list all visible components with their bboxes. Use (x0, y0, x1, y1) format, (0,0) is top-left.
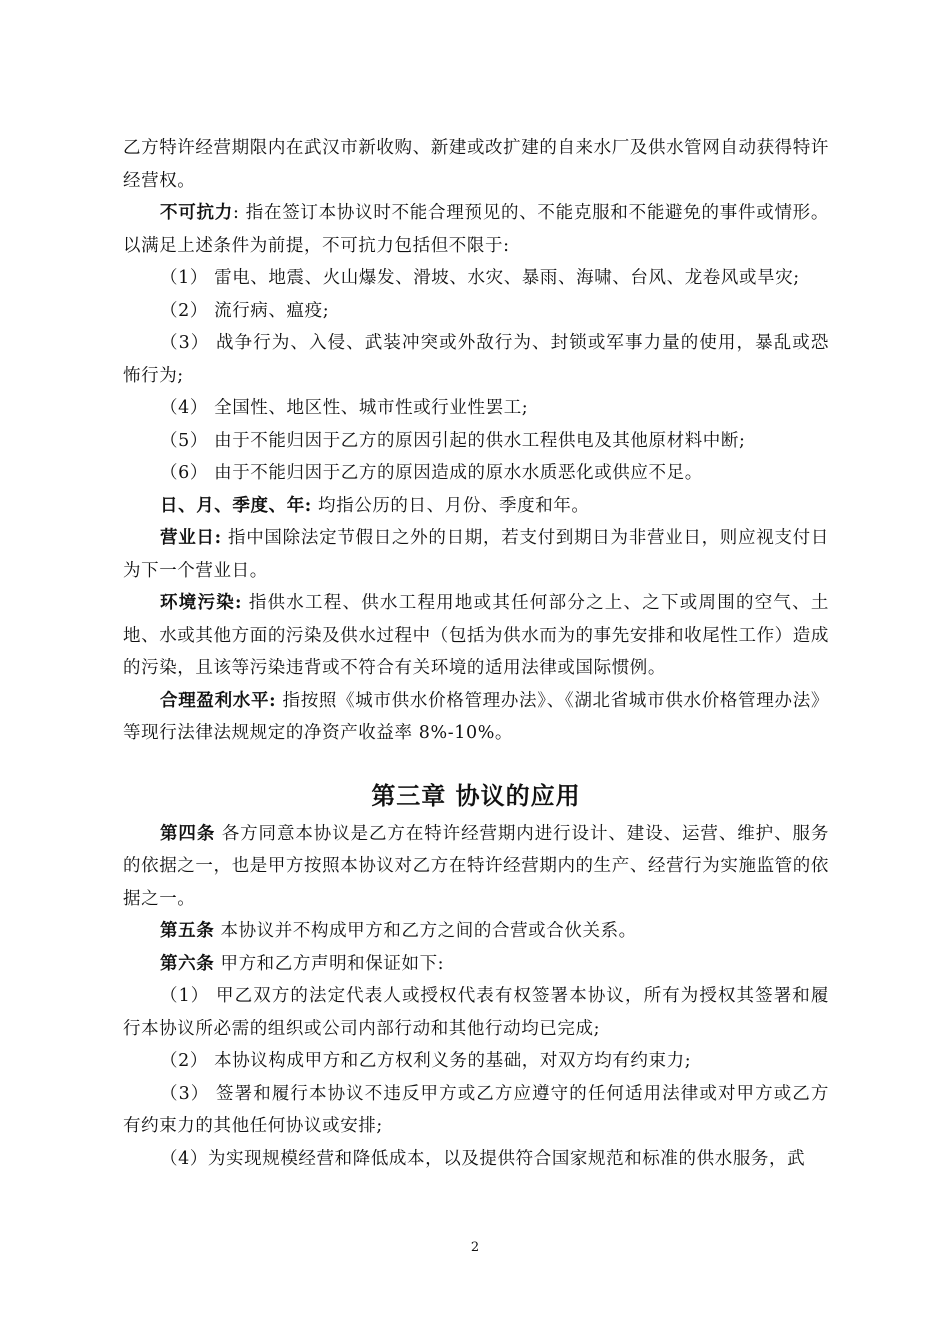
spacer (123, 750, 829, 774)
list-item: （3） 战争行为、入侵、武装冲突或外敌行为、封锁或军事力量的使用，暴乱或恐怖行为; (123, 333, 829, 386)
article-text: 本协议并不构成甲方和乙方之间的合营或合伙关系。 (214, 921, 637, 941)
definition-force-majeure (123, 197, 829, 262)
list-item: （6） 由于不能归因于乙方的原因造成的原水水质恶化或供应不足。 (160, 463, 703, 483)
definition-text: : 指在签订本协议时不能合理预见的、不能克服和不能避免的事件或情形。以满足上述条件为前提，不可抗力包括但不限于: (123, 203, 830, 256)
definition-profit (123, 685, 829, 750)
list-item: （1） 甲乙双方的法定代表人或授权代表有权签署本协议，所有为授权其签署和履行本协议所必需的组织或公司内部行动和其他行动均已完成; (123, 986, 829, 1039)
definition-text: 指供水工程、供水工程用地或其任何部分之上、之下或周围的空气、土地、水或其他方面的污染及供水过程中（包括为供水而为的事先安排和收尾性工作）造成的污染，且该等污染违背或不符合有关环境的适用法律或国际惯例。 (123, 593, 829, 678)
list-item: （4） 全国性、地区性、城市性或行业性罢工; (160, 398, 529, 418)
list-item: （2） 流行病、瘟疫; (160, 300, 330, 321)
term-force-majeure: 不可抗力 (160, 203, 233, 223)
article-text: 甲方和乙方声明和保证如下: (214, 953, 445, 974)
list-item: （2） 本协议构成甲方和乙方权利义务的基础，对双方均有约束力; (160, 1051, 692, 1071)
article-5 (123, 915, 829, 948)
list-item: （3） 签署和履行本协议不违反甲方或乙方应遵守的任何适用法律或对甲方或乙方有约束力的其他任何协议或安排; (123, 1083, 829, 1136)
term-pollution: 环境污染: (160, 593, 243, 613)
article-5-label: 第五条 (160, 921, 215, 941)
definition-pollution (123, 587, 829, 685)
term-profit: 合理盈利水平: (160, 690, 277, 711)
term-calendar: 日、月、季度、年: (160, 495, 312, 516)
list-item: （4）为实现规模经营和降低成本，以及提供符合国家规范和标准的供水服务，武 (160, 1148, 806, 1169)
article-4 (123, 818, 829, 916)
article-6 (123, 948, 829, 981)
article-text: 各方同意本协议是乙方在特许经营期内进行设计、建设、运营、维护、服务的依据之一，也是甲方按照本协议对乙方在特许经营期内的生产、经营行为实施监管的依据之一。 (123, 823, 829, 909)
page-number: 2 (470, 1240, 480, 1255)
definition-text: 均指公历的日、月份、季度和年。 (311, 495, 590, 516)
paragraph-franchise-continuation: 乙方特许经营期限内在武汉市新收购、新建或改扩建的自来水厂及供水管网自动获得特许经营权。 (123, 138, 829, 191)
list-item: （5） 由于不能归因于乙方的原因引起的供水工程供电及其他原材料中断; (160, 430, 746, 451)
definition-text: 指中国除法定节假日之外的日期，若支付到期日为非营业日，则应视支付日为下一个营业日。 (123, 528, 829, 581)
definition-text: 指按照《城市供水价格管理办法》、《湖北省城市供水价格管理办法》等现行法律法规规定的净资产收益率 8%-10%。 (123, 690, 829, 743)
page-content (123, 132, 829, 1175)
term-business-day: 营业日: (160, 528, 222, 548)
definition-calendar (123, 490, 829, 523)
article-4-label: 第四条 (160, 823, 216, 844)
definition-business-day (123, 522, 829, 587)
article-6-label: 第六条 (160, 953, 215, 974)
chapter-title: 第三章 协议的应用 (371, 780, 581, 810)
list-item: （1） 雷电、地震、火山爆发、滑坡、水灾、暴雨、海啸、台风、龙卷风或旱灾; (160, 268, 800, 288)
